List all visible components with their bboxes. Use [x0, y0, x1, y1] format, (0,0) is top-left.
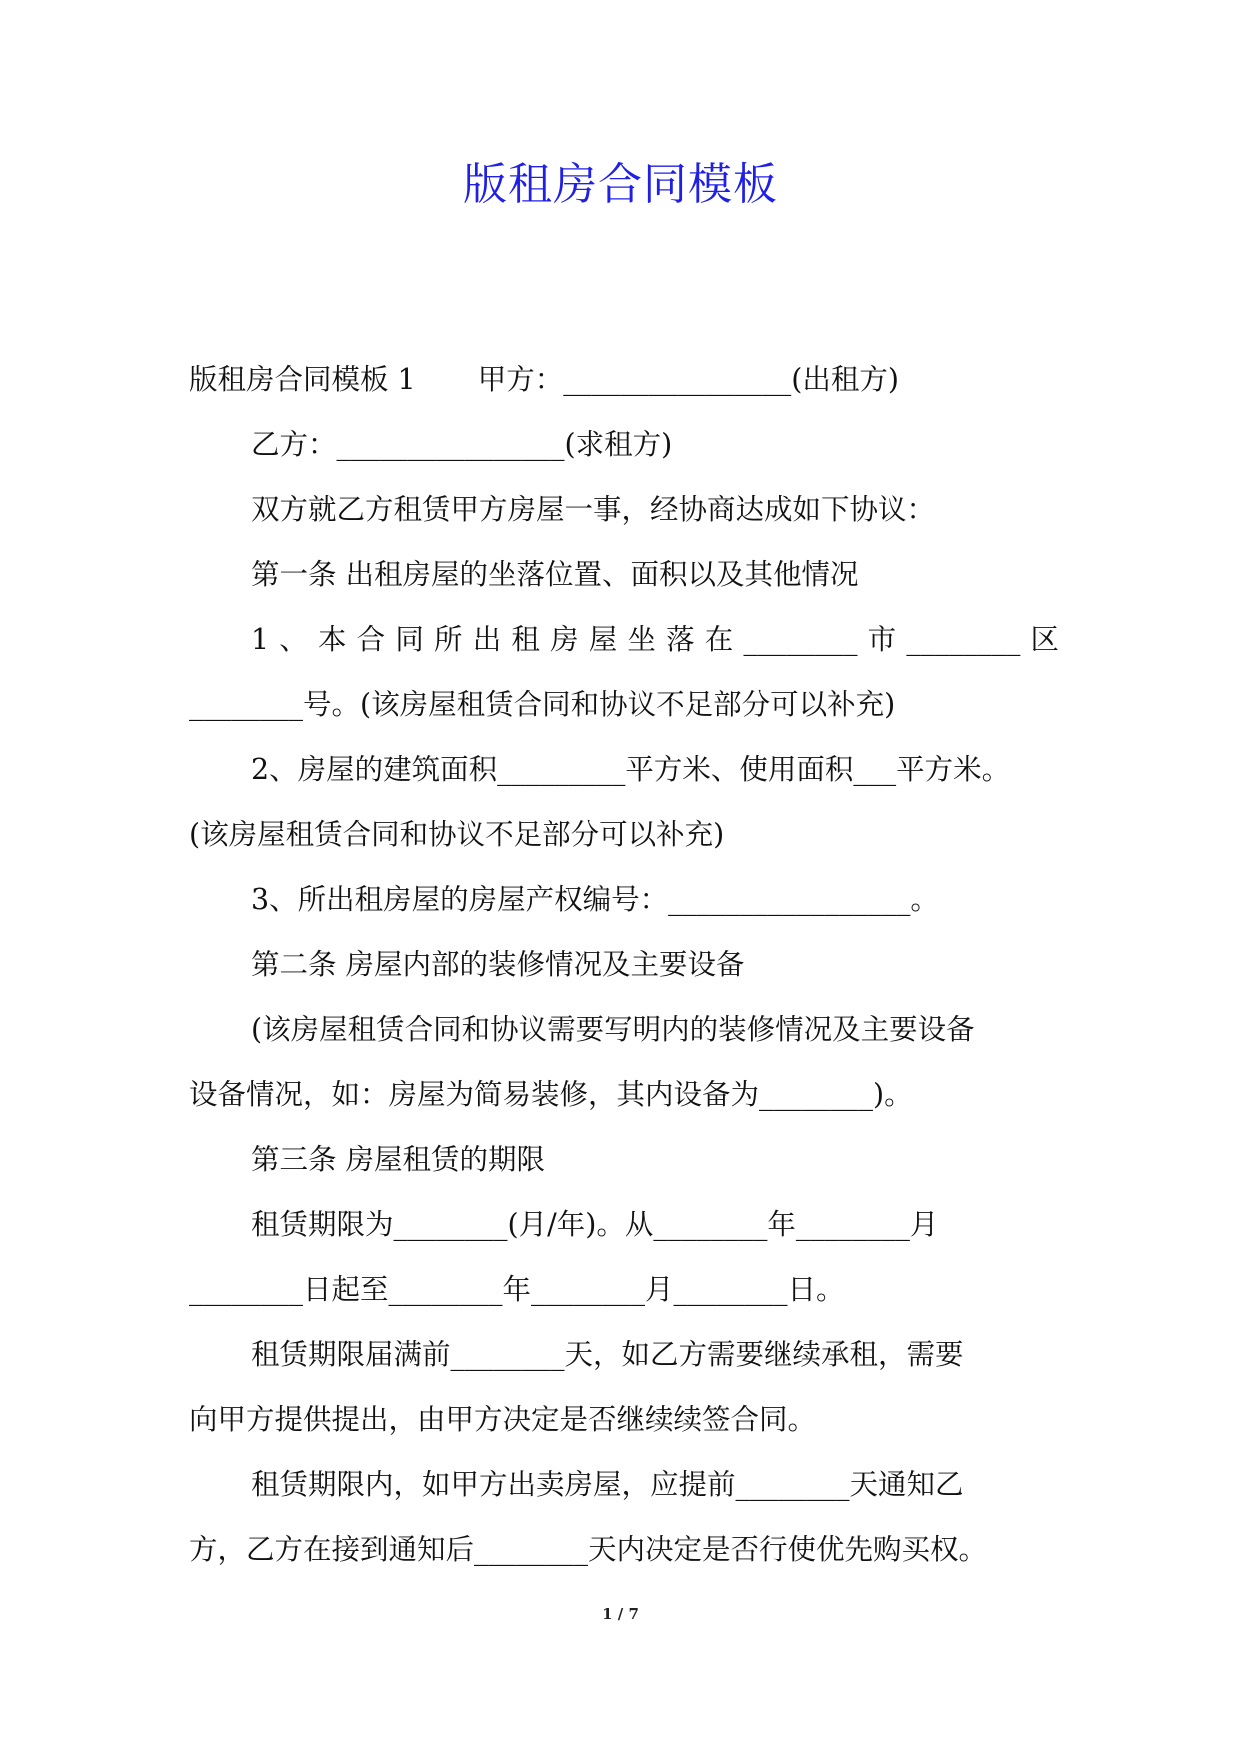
paragraph: (该房屋租赁合同和协议需要写明内的装修情况及主要设备 — [251, 1013, 975, 1046]
article-heading: 第三条 房屋租赁的期限 — [251, 1143, 546, 1176]
paragraph: ________日起至________年________月________日。 — [189, 1273, 845, 1306]
paragraph: 双方就乙方租赁甲方房屋一事，经协商达成如下协议： — [251, 493, 936, 526]
paragraph: 租赁期限为________(月/年)。从________年________月 — [251, 1208, 939, 1241]
paragraph: 租赁期限内，如甲方出卖房屋，应提前________天通知乙 — [251, 1468, 964, 1501]
page-number: 1 / 7 — [602, 1605, 639, 1623]
paragraph: 3、所出租房屋的房屋产权编号：_________________。 — [251, 883, 939, 916]
paragraph: 方，乙方在接到通知后________天内决定是否行使优先购买权。 — [189, 1533, 988, 1566]
paragraph: 1、本合同所出租房屋坐落在________市________区 — [251, 623, 1059, 656]
party-b-line: 乙方：________________(求租方) — [251, 428, 673, 461]
paragraph: ________号。(该房屋租赁合同和协议不足部分可以补充) — [189, 688, 896, 721]
document-subtitle: 版租房合同模板 1 — [189, 363, 416, 396]
paragraph: 租赁期限届满前________天，如乙方需要继续承租，需要 — [251, 1338, 964, 1371]
paragraph: 设备情况，如：房屋为简易装修，其内设备为________)。 — [189, 1078, 913, 1111]
paragraph: (该房屋租赁合同和协议不足部分可以补充) — [189, 818, 725, 851]
document-body — [189, 347, 1059, 1582]
document-title: 版租房合同模板 — [463, 159, 778, 210]
article-heading: 第一条 出租房屋的坐落位置、面积以及其他情况 — [251, 558, 859, 591]
paragraph — [189, 347, 1059, 412]
paragraph: 向甲方提供提出，由甲方决定是否继续续签合同。 — [189, 1403, 817, 1436]
article-heading: 第二条 房屋内部的装修情况及主要设备 — [251, 948, 745, 981]
paragraph: 2、房屋的建筑面积_________平方米、使用面积___平方米。 — [251, 753, 1011, 786]
party-a-line: 甲方：________________(出租方) — [477, 363, 899, 396]
